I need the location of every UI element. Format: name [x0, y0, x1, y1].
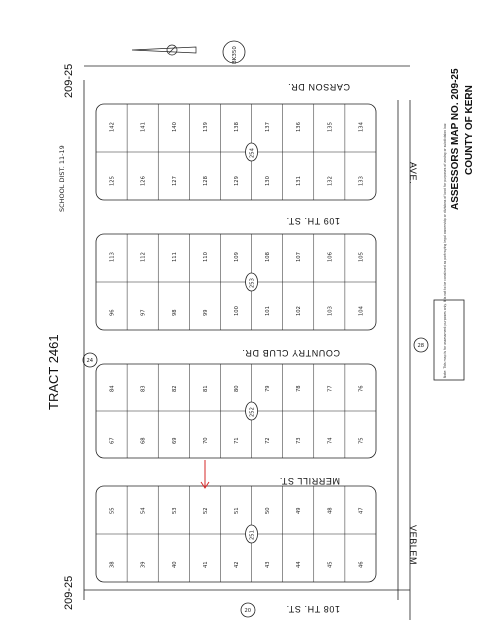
- lot-number: 53: [171, 507, 178, 514]
- lot-number: 43: [265, 561, 272, 568]
- block-251: [96, 486, 376, 582]
- lot-number: 131: [296, 176, 303, 186]
- lot-number: 127: [171, 176, 178, 186]
- lot-number: 73: [296, 437, 303, 444]
- lot-number: 40: [171, 561, 178, 568]
- block-252: [96, 364, 376, 458]
- lot-number: 51: [234, 507, 240, 514]
- lot-number: 55: [109, 507, 116, 514]
- lot-number: 71: [234, 437, 240, 444]
- lot-number: 42: [234, 561, 240, 568]
- block-id-label: 254: [249, 148, 256, 158]
- lot-number: 39: [140, 561, 147, 568]
- lot-number: 103: [327, 306, 334, 316]
- book-ref-badge: [223, 41, 245, 64]
- lot-number: 77: [327, 385, 334, 392]
- book-ref-text: BK350: [232, 46, 238, 64]
- street-carson: CARSON DR.: [287, 82, 350, 92]
- street-ave: AVE.: [408, 162, 418, 185]
- lot-number: 80: [234, 385, 240, 392]
- lot-number: 49: [296, 507, 303, 514]
- lot-number: 47: [358, 507, 365, 514]
- block-id-label: 253: [249, 278, 256, 288]
- lot-number: 78: [296, 385, 303, 392]
- ref-circle-20: [241, 603, 255, 617]
- block-grids: [96, 104, 376, 582]
- lot-number: 109: [234, 252, 240, 262]
- lot-number: 84: [109, 385, 116, 392]
- lot-number: 45: [327, 561, 334, 568]
- lot-number: 68: [140, 437, 147, 444]
- lot-number: 96: [109, 309, 116, 316]
- lot-number: 107: [296, 252, 303, 262]
- lot-number: 113: [109, 252, 116, 262]
- lot-number: 81: [202, 385, 209, 392]
- lot-number: 97: [140, 309, 147, 316]
- page-ref-bottom: 209-25: [63, 575, 75, 610]
- lot-number: 128: [202, 176, 209, 186]
- lot-number: 50: [265, 507, 272, 514]
- ref-circle-24: [83, 353, 97, 367]
- lot-number: 126: [140, 176, 147, 186]
- lot-number: 41: [202, 561, 209, 568]
- county-title: COUNTY OF KERN: [464, 85, 475, 175]
- map-title: ASSESSORS MAP NO. 209-25: [450, 68, 461, 210]
- lot-number: 83: [140, 385, 147, 392]
- block-253: [96, 234, 376, 330]
- block-id-label: 251: [249, 530, 256, 540]
- street-108th: 108 TH. ST.: [286, 604, 340, 614]
- lot-number: 139: [202, 122, 209, 132]
- street-109th: 109 TH. ST.: [286, 216, 340, 226]
- lot-number: 100: [234, 306, 240, 316]
- red-arrow-icon: [201, 460, 209, 488]
- lot-number: 111: [171, 252, 178, 262]
- lot-number: 48: [327, 507, 334, 514]
- tract-label: TRACT 2461: [46, 334, 61, 410]
- lot-number: 142: [109, 122, 116, 132]
- lot-number: 138: [234, 122, 240, 132]
- lot-number: 134: [358, 122, 365, 132]
- ref-24-text: 24: [86, 358, 94, 364]
- lot-number: 102: [296, 306, 303, 316]
- block-254: [96, 104, 376, 200]
- north-arrow-icon: [132, 45, 196, 55]
- lot-number: 110: [202, 252, 209, 262]
- block-id-label: 252: [249, 407, 256, 417]
- lot-number: 98: [171, 309, 178, 316]
- lot-number: 52: [202, 507, 209, 514]
- lot-number: 67: [109, 437, 116, 444]
- lot-number: 79: [265, 385, 272, 392]
- lot-number: 140: [171, 122, 178, 132]
- lot-number: 75: [358, 437, 365, 444]
- lot-number: 74: [327, 437, 334, 444]
- ref-circle-28: [414, 338, 428, 352]
- lot-number: 141: [140, 122, 147, 132]
- note-text: Note: This map is for assessment purposes only. It is not to be construed as portraying legal ownership or divisions of land for purposes of zoning or subdivision law.: [443, 122, 447, 378]
- lot-number: 108: [265, 252, 272, 262]
- lot-number: 137: [265, 122, 272, 132]
- lot-number: 99: [202, 309, 209, 316]
- lot-number: 129: [234, 176, 240, 186]
- lot-number: 46: [358, 561, 365, 568]
- lot-number: 54: [140, 507, 147, 514]
- lot-number: 125: [109, 176, 116, 186]
- school-dist-label: SCHOOL DIST. 11-19: [58, 145, 66, 212]
- lot-number: 44: [296, 561, 303, 568]
- street-veblem: VEBLEM: [408, 525, 418, 566]
- lot-number: 82: [171, 385, 178, 392]
- lot-number: 130: [265, 176, 272, 186]
- street-merrill: MERRILL ST.: [279, 476, 340, 486]
- lot-number: 133: [358, 176, 365, 186]
- lot-number: 69: [171, 437, 178, 444]
- lot-number: 106: [327, 252, 334, 262]
- lot-number: 101: [265, 306, 272, 316]
- ref-20-text: 20: [244, 608, 252, 614]
- page-ref-top: 209-25: [63, 63, 75, 98]
- lot-number: 136: [296, 122, 303, 132]
- lot-number: 76: [358, 385, 365, 392]
- lot-number: 135: [327, 122, 334, 132]
- lot-number: 38: [109, 561, 116, 568]
- street-country-club: COUNTRY CLUB DR.: [241, 348, 340, 358]
- lot-number: 105: [358, 252, 365, 262]
- lot-number: 70: [202, 437, 209, 444]
- lot-number: 72: [265, 437, 272, 444]
- lot-number: 104: [358, 306, 365, 316]
- ref-28-text: 28: [417, 343, 425, 349]
- lot-number: 132: [327, 176, 334, 186]
- lot-number: 112: [140, 252, 147, 262]
